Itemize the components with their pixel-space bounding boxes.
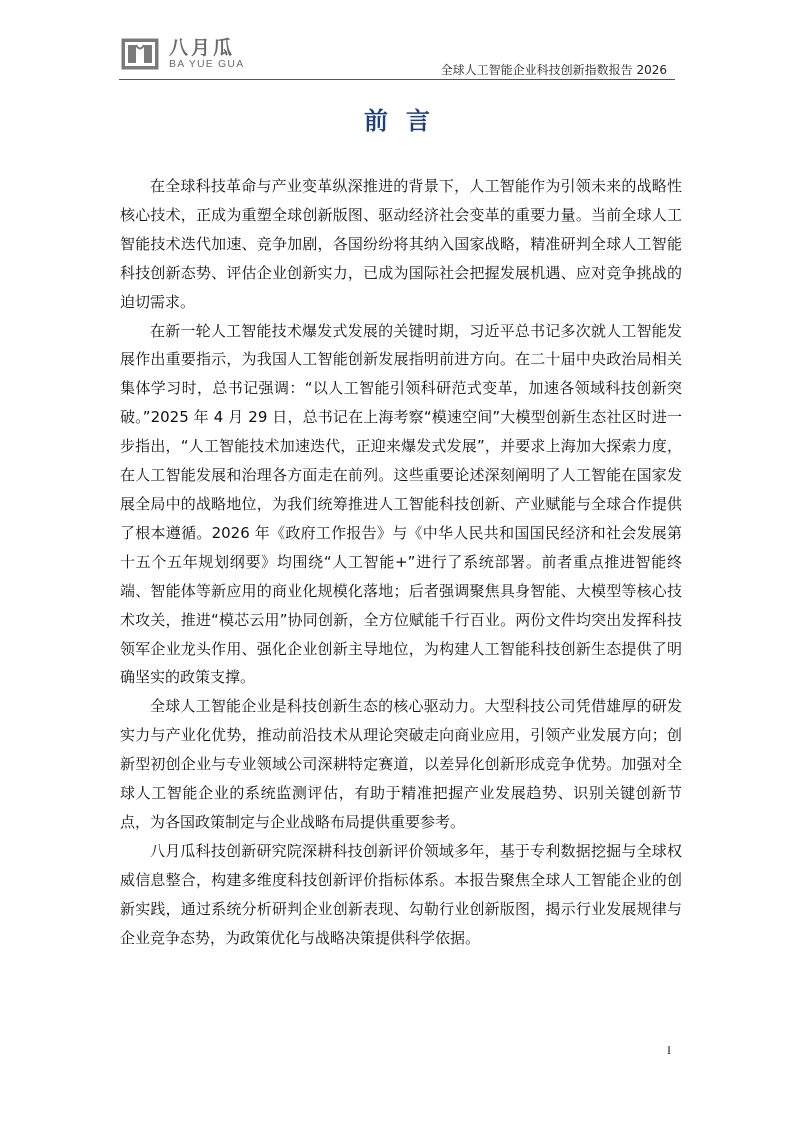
page-title: 前言	[364, 107, 448, 135]
page-header	[0, 0, 794, 86]
preface-body	[120, 172, 682, 952]
paragraph-4: 八月瓜科技创新研究院深耕科技创新评价领域多年，基于专利数据挖掘与全球权威信息整合，构建多维度科技创新评价指标体系。本报告聚焦全球人工智能企业的创新实践，通过系统分析研判企业创新表现、勾勒行业创新版图，揭示行业发展规律与企业竞争态势，为政策优化与战略决策提供科学依据。	[120, 841, 682, 947]
report-title: 全球人工智能企业科技创新指数报告 2026	[440, 63, 667, 77]
logo	[121, 38, 244, 70]
paragraph-3: 全球人工智能企业是科技创新生态的核心驱动力。大型科技公司凭借雄厚的研发实力与产业化优势，推动前沿技术从理论突破走向商业应用，引领产业发展方向；创新型初创企业与专业领域公司深耕特定赛道，以差异化创新形成竞争优势。加强对全球人工智能企业的系统监测评估，有助于精准把握产业发展趋势、识别关键创新节点，为各国政策制定与企业战略布局提供重要参考。	[120, 697, 682, 831]
logo-chinese-text: 八月瓜	[169, 37, 236, 59]
paragraph-1: 在全球科技革命与产业变革纵深推进的背景下，人工智能作为引领未来的战略性核心技术，正成为重塑全球创新版图、驱动经济社会变革的重要力量。当前全球人工智能技术迭代加速、竞争加剧，各国纷纷将其纳入国家战略，精准研判全球人工智能科技创新态势、评估企业创新实力，已成为国际社会把握发展机遇、应对竞争挑战的迫切需求。	[120, 177, 682, 311]
header-divider	[119, 79, 675, 80]
page-number: I	[667, 1043, 671, 1057]
paragraph-2: 在新一轮人工智能技术爆发式发展的关键时期，习近平总书记多次就人工智能发展作出重要指示，为我国人工智能创新发展指明前进方向。在二十届中央政治局相关集体学习时，总书记强调：“以人工智能引领科研范式变革，加速各领域科技创新突破。”2025 年 4 月 29 日，总书记在上海考察“模速空间”大模型创新生态社区时进一步指出，“人工智能技术加速迭代，正迎来爆发式发展”，并要求上海加大探索力度，在人工智能发展和治理各方面走在前列。这些重要论述深刻阐明了人工智能在国家发展全局中的战略地位，为我们统筹推进人工智能科技创新、产业赋能与全球合作提供了根本遵循。2026 年《政府工作报告》与《中华人民共和国国民经济和社会发展第十五个五年规划纲要》均围绕“人工智能+”进行了系统部署。前者重点推进智能终端、智能体等新应用的商业化规模化落地；后者强调聚焦具身智能、大模型等核心技术攻关，推进“模芯云用”协同创新，全方位赋能千行百业。两份文件均突出发挥科技领军企业龙头作用、强化企业创新主导地位，为构建人工智能科技创新生态提供了明确坚实的政策支撑。	[120, 321, 682, 687]
logo-mark-icon	[121, 38, 159, 70]
logo-english-text: BA YUE GUA	[169, 58, 245, 70]
